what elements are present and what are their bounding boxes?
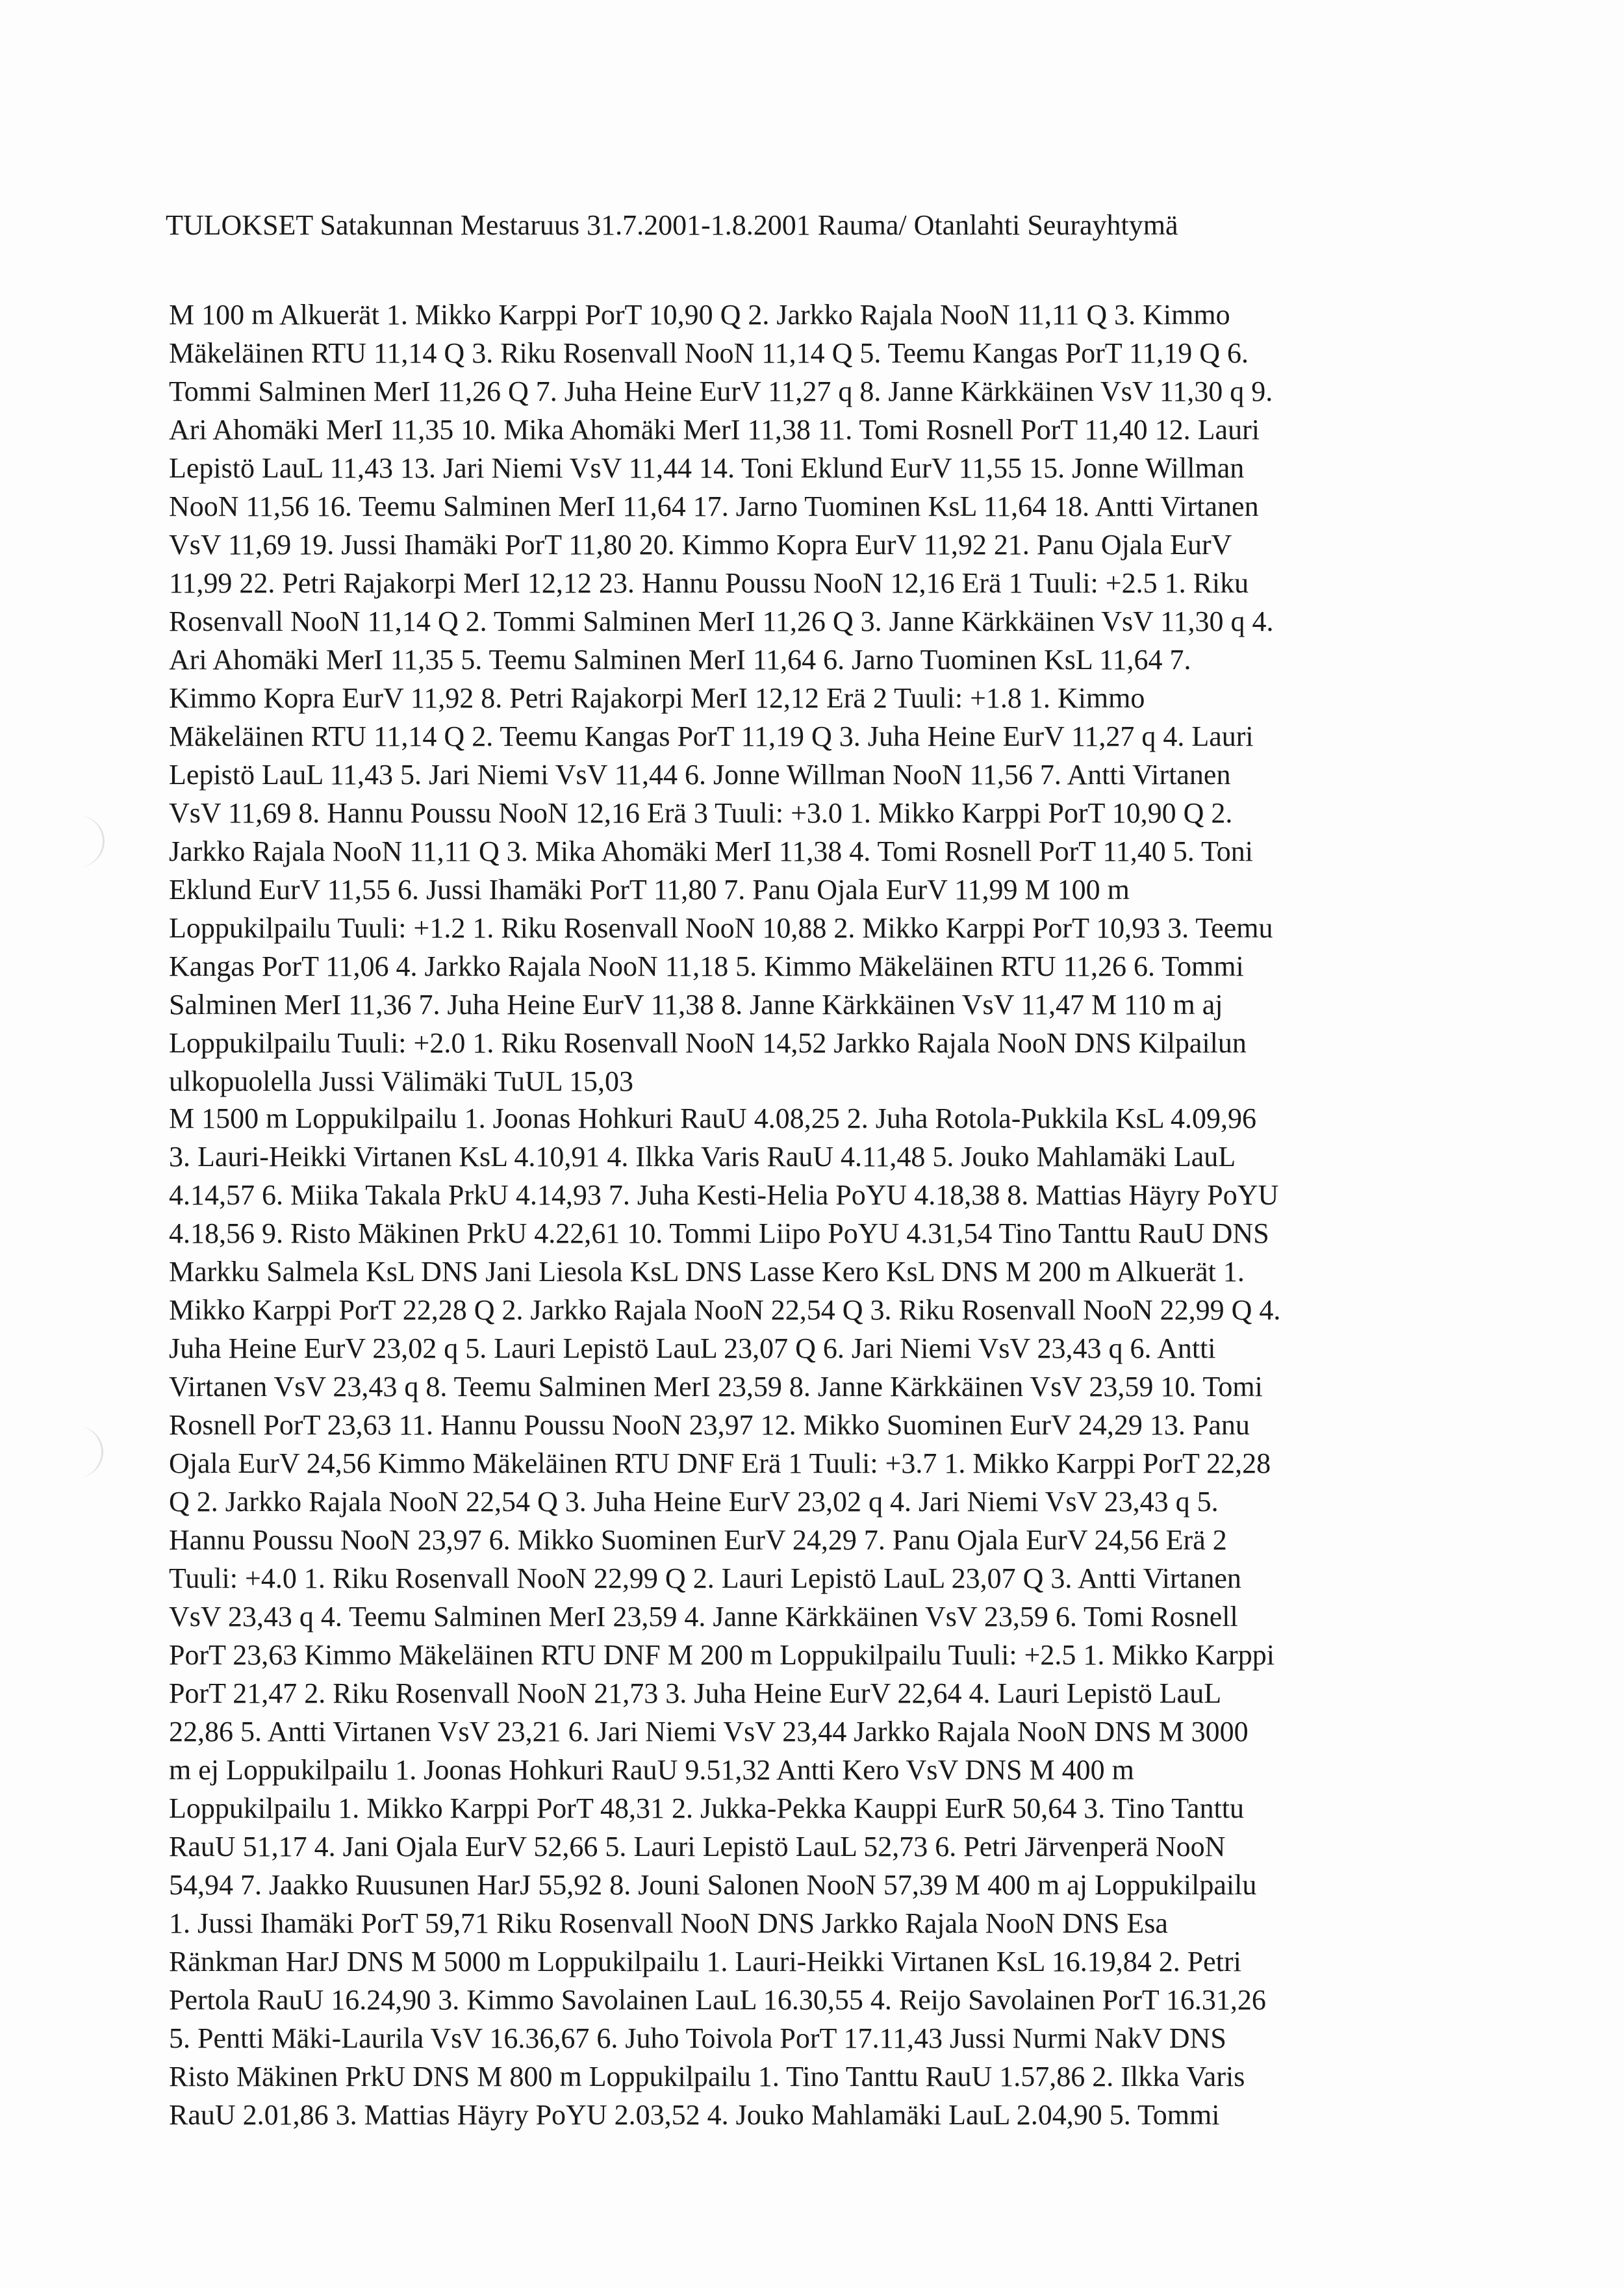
text-line: Loppukilpailu Tuuli: +2.0 1. Riku Rosenvall NooN 14,52 Jarkko Rajala NooN DNS Kilpailun [169,1027,1247,1059]
text-line: Mikko Karppi PorT 22,28 Q 2. Jarkko Rajala NooN 22,54 Q 3. Riku Rosenvall NooN 22,99 Q 4. [169,1294,1281,1326]
text-line: Ränkman HarJ DNS M 5000 m Loppukilpailu 1. Lauri-Heikki Virtanen KsL 16.19,84 2. Petri [169,1946,1241,1977]
punch-hole-mark [51,815,105,867]
text-line: 22,86 5. Antti Virtanen VsV 23,21 6. Jari Niemi VsV 23,44 Jarkko Rajala NooN DNS M 3000 [169,1716,1249,1748]
text-line: Rosenvall NooN 11,14 Q 2. Tommi Salminen MerI 11,26 Q 3. Janne Kärkkäinen VsV 11,30 q 4. [169,605,1274,637]
document-title: TULOKSET Satakunnan Mestaruus 31.7.2001-1.8.2001 Rauma/ Otanlahti Seurayhtymä [166,209,1178,241]
text-line: Q 2. Jarkko Rajala NooN 22,54 Q 3. Juha Heine EurV 23,02 q 4. Jari Niemi VsV 23,43 q 5. [169,1486,1219,1518]
text-line: Lepistö LauL 11,43 5. Jari Niemi VsV 11,44 6. Jonne Willman NooN 11,56 7. Antti Virtanen [169,759,1231,791]
text-line: Pertola RauU 16.24,90 3. Kimmo Savolainen LauL 16.30,55 4. Reijo Savolainen PorT 16.31,26 [169,1984,1266,2016]
text-line: PorT 23,63 Kimmo Mäkeläinen RTU DNF M 200 m Loppukilpailu Tuuli: +2.5 1. Mikko Karppi [169,1639,1275,1671]
text-line: Eklund EurV 11,55 6. Jussi Ihamäki PorT 11,80 7. Panu Ojala EurV 11,99 M 100 m [169,874,1130,906]
text-line: Ari Ahomäki MerI 11,35 5. Teemu Salminen MerI 11,64 6. Jarno Tuominen KsL 11,64 7. [169,644,1191,676]
text-line: Hannu Poussu NooN 23,97 6. Mikko Suominen EurV 24,29 7. Panu Ojala EurV 24,56 Erä 2 [169,1524,1227,1556]
text-line: M 1500 m Loppukilpailu 1. Joonas Hohkuri RauU 4.08,25 2. Juha Rotola-Pukkila KsL 4.09,96 [169,1102,1256,1134]
text-line: Rosnell PorT 23,63 11. Hannu Poussu NooN 23,97 12. Mikko Suominen EurV 24,29 13. Panu [169,1409,1250,1441]
text-line: Mäkeläinen RTU 11,14 Q 2. Teemu Kangas PorT 11,19 Q 3. Juha Heine EurV 11,27 q 4. Lauri [169,720,1254,752]
text-line: m ej Loppukilpailu 1. Joonas Hohkuri RauU 9.51,32 Antti Kero VsV DNS M 400 m [169,1754,1134,1786]
text-line: NooN 11,56 16. Teemu Salminen MerI 11,64 17. Jarno Tuominen KsL 11,64 18. Antti Virtanen [169,490,1259,522]
text-line: M 100 m Alkuerät 1. Mikko Karppi PorT 10,90 Q 2. Jarkko Rajala NooN 11,11 Q 3. Kimmo [169,299,1230,331]
text-line: Lepistö LauL 11,43 13. Jari Niemi VsV 11,44 14. Toni Eklund EurV 11,55 15. Jonne Willman [169,452,1245,484]
text-line: ulkopuolella Jussi Välimäki TuUL 15,03 [169,1065,634,1097]
text-line: 4.14,57 6. Miika Takala PrkU 4.14,93 7. Juha Kesti-Helia PoYU 4.18,38 8. Mattias Häyry PoYU [169,1179,1279,1211]
text-line: Loppukilpailu 1. Mikko Karppi PorT 48,31 2. Jukka-Pekka Kauppi EurR 50,64 3. Tino Tanttu [169,1792,1245,1824]
text-line: 1. Jussi Ihamäki PorT 59,71 Riku Rosenvall NooN DNS Jarkko Rajala NooN DNS Esa [169,1907,1168,1939]
text-line: 3. Lauri-Heikki Virtanen KsL 4.10,91 4. Ilkka Varis RauU 4.11,48 5. Jouko Mahlamäki LauL [169,1141,1236,1173]
results-paragraph-2 [169,1099,1468,2134]
text-line: Jarkko Rajala NooN 11,11 Q 3. Mika Ahomäki MerI 11,38 4. Tomi Rosnell PorT 11,40 5. Toni [169,835,1253,867]
text-line: Risto Mäkinen PrkU DNS M 800 m Loppukilpailu 1. Tino Tanttu RauU 1.57,86 2. Ilkka Varis [169,2061,1245,2092]
text-line: 5. Pentti Mäki-Laurila VsV 16.36,67 6. Juho Toivola PorT 17.11,43 Jussi Nurmi NakV DNS [169,2022,1226,2054]
text-line: Ari Ahomäki MerI 11,35 10. Mika Ahomäki MerI 11,38 11. Tomi Rosnell PorT 11,40 12. Lauri [169,414,1260,446]
text-line: VsV 11,69 19. Jussi Ihamäki PorT 11,80 20. Kimmo Kopra EurV 11,92 21. Panu Ojala EurV [169,529,1232,561]
text-line: VsV 23,43 q 4. Teemu Salminen MerI 23,59 4. Janne Kärkkäinen VsV 23,59 6. Tomi Rosnell [169,1601,1238,1633]
text-line: 54,94 7. Jaakko Ruusunen HarJ 55,92 8. Jouni Salonen NooN 57,39 M 400 m aj Loppukilpailu [169,1869,1257,1901]
text-line: Ojala EurV 24,56 Kimmo Mäkeläinen RTU DNF Erä 1 Tuuli: +3.7 1. Mikko Karppi PorT 22,28 [169,1447,1271,1479]
text-line: Virtanen VsV 23,43 q 8. Teemu Salminen MerI 23,59 8. Janne Kärkkäinen VsV 23,59 10. Tomi [169,1371,1263,1403]
text-line: Mäkeläinen RTU 11,14 Q 3. Riku Rosenvall NooN 11,14 Q 5. Teemu Kangas PorT 11,19 Q 6. [169,337,1249,369]
text-line: 4.18,56 9. Risto Mäkinen PrkU 4.22,61 10. Tommi Liipo PoYU 4.31,54 Tino Tanttu RauU DNS [169,1217,1269,1249]
text-line: Markku Salmela KsL DNS Jani Liesola KsL DNS Lasse Kero KsL DNS M 200 m Alkuerät 1. [169,1256,1245,1288]
text-line: Tuuli: +4.0 1. Riku Rosenvall NooN 22,99 Q 2. Lauri Lepistö LauL 23,07 Q 3. Antti Virtanen [169,1562,1241,1594]
text-line: Loppukilpailu Tuuli: +1.2 1. Riku Rosenvall NooN 10,88 2. Mikko Karppi PorT 10,93 3. Teemu [169,912,1273,944]
text-line: 11,99 22. Petri Rajakorpi MerI 12,12 23. Hannu Poussu NooN 12,16 Erä 1 Tuuli: +2.5 1. Riku [169,567,1249,599]
text-line: VsV 11,69 8. Hannu Poussu NooN 12,16 Erä 3 Tuuli: +3.0 1. Mikko Karppi PorT 10,90 Q 2. [169,797,1233,829]
text-line: Kimmo Kopra EurV 11,92 8. Petri Rajakorpi MerI 12,12 Erä 2 Tuuli: +1.8 1. Kimmo [169,682,1145,714]
text-line: Tommi Salminen MerI 11,26 Q 7. Juha Heine EurV 11,27 q 8. Janne Kärkkäinen VsV 11,30 q 9. [169,375,1273,407]
text-line: Salminen MerI 11,36 7. Juha Heine EurV 11,38 8. Janne Kärkkäinen VsV 11,47 M 110 m aj [169,989,1223,1021]
text-line: PorT 21,47 2. Riku Rosenvall NooN 21,73 3. Juha Heine EurV 22,64 4. Lauri Lepistö LauL [169,1677,1222,1709]
results-paragraph-1 [169,296,1468,1100]
text-line: RauU 2.01,86 3. Mattias Häyry PoYU 2.03,52 4. Jouko Mahlamäki LauL 2.04,90 5. Tommi [169,2099,1220,2131]
text-line: Kangas PorT 11,06 4. Jarkko Rajala NooN 11,18 5. Kimmo Mäkeläinen RTU 11,26 6. Tommi [169,950,1244,982]
punch-hole-mark [49,1426,103,1478]
text-line: Juha Heine EurV 23,02 q 5. Lauri Lepistö LauL 23,07 Q 6. Jari Niemi VsV 23,43 q 6. Antti [169,1332,1216,1364]
text-line: RauU 51,17 4. Jani Ojala EurV 52,66 5. Lauri Lepistö LauL 52,73 6. Petri Järvenperä NooN [169,1831,1226,1862]
